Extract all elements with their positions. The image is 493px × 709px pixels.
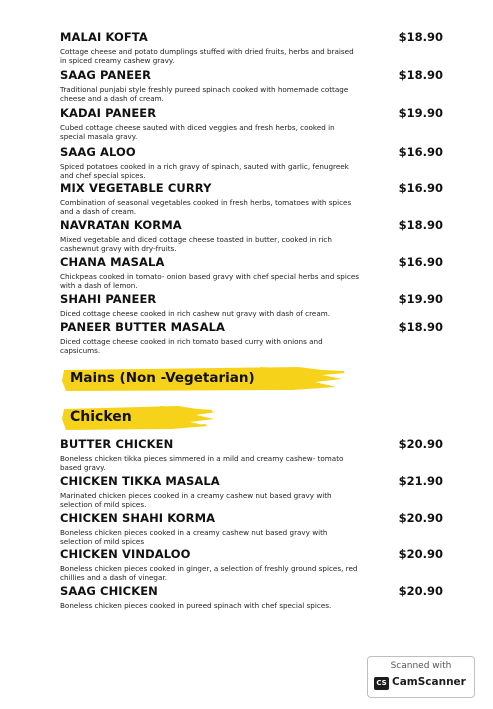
item-name: KADAI PANEER (60, 106, 157, 120)
item-description: Boneless chicken pieces cooked in pureed spinach with chef special spices. (60, 601, 332, 610)
subsection-title: Chicken (70, 409, 132, 425)
item-name: BUTTER CHICKEN (60, 437, 174, 451)
item-price: $18.90 (398, 68, 443, 82)
menu-item (60, 106, 443, 141)
menu-item (60, 68, 443, 103)
menu-item (60, 181, 443, 216)
menu-item (60, 474, 443, 509)
menu-item (60, 437, 443, 472)
item-name: SAAG CHICKEN (60, 584, 158, 598)
menu-item (60, 292, 443, 318)
item-description: Diced cottage cheese cooked in rich cashew nut gravy with dash of cream. (60, 309, 331, 318)
watermark-brand: CamScanner (392, 676, 466, 688)
item-description: Boneless chicken pieces cooked in a creamy cashew nut based gravy with selection of mild spices (60, 528, 328, 546)
item-name: CHICKEN SHAHI KORMA (60, 511, 216, 525)
menu-item (60, 511, 443, 546)
watermark-caption: Scanned with (390, 661, 452, 671)
item-price: $18.90 (398, 320, 443, 334)
menu-item (60, 218, 443, 253)
item-name: NAVRATAN KORMA (60, 218, 182, 232)
item-name: CHICKEN TIKKA MASALA (60, 474, 220, 488)
item-name: MALAI KOFTA (60, 30, 148, 44)
item-price: $20.90 (398, 547, 443, 561)
menu-item (60, 145, 443, 180)
item-name: SAAG ALOO (60, 145, 136, 159)
item-description: Cubed cottage cheese sauted with diced veggies and fresh herbs, cooked in special masala gravy. (60, 123, 335, 141)
item-name: MIX VEGETABLE CURRY (60, 181, 212, 195)
item-price: $20.90 (398, 511, 443, 525)
item-price: $18.90 (398, 218, 443, 232)
menu-item (60, 547, 443, 582)
menu-item (60, 320, 443, 355)
menu-item (60, 584, 443, 610)
item-description: Boneless chicken pieces cooked in ginger, a selection of freshly ground spices, red chillies and a dash of vinegar. (60, 564, 358, 582)
section-title: Mains (Non -Vegetarian) (70, 370, 255, 386)
item-description: Chickpeas cooked in tomato- onion based gravy with chef special herbs and spices with a dash of lemon. (60, 272, 359, 290)
item-price: $18.90 (398, 30, 443, 44)
item-description: Boneless chicken tikka pieces simmered in a mild and creamy cashew- tomato based gravy. (60, 454, 344, 472)
item-price: $16.90 (398, 255, 443, 269)
item-price: $21.90 (398, 474, 443, 488)
item-price: $19.90 (398, 106, 443, 120)
item-price: $16.90 (398, 181, 443, 195)
item-description: Spiced potatoes cooked in a rich gravy of spinach, sauted with garlic, fenugreek and chef special spices. (60, 162, 349, 180)
item-description: Mixed vegetable and diced cottage cheese toasted in butter, cooked in rich cashewnut gravy with dry-fruits. (60, 235, 332, 253)
subsection-banner (60, 404, 220, 432)
item-description: Combination of seasonal vegetables cooked in fresh herbs, tomatoes with spices and a dash of cream. (60, 198, 352, 216)
item-price: $20.90 (398, 437, 443, 451)
camscanner-logo-icon: CS (374, 677, 389, 690)
section-banner (60, 364, 350, 394)
item-price: $20.90 (398, 584, 443, 598)
menu-item (60, 255, 443, 290)
item-description: Traditional punjabi style freshly pureed spinach cooked with homemade cottage cheese and a dash of cream. (60, 85, 349, 103)
item-price: $19.90 (398, 292, 443, 306)
item-description: Marinated chicken pieces cooked in a creamy cashew nut based gravy with selection of mild spices. (60, 491, 332, 509)
item-description: Diced cottage cheese cooked in rich tomato based curry with onions and capsicums. (60, 337, 323, 355)
item-name: SAAG PANEER (60, 68, 152, 82)
item-description: Cottage cheese and potato dumplings stuffed with dried fruits, herbs and braised in spiced creamy cashew gravy. (60, 47, 354, 65)
item-name: PANEER BUTTER MASALA (60, 320, 225, 334)
item-name: SHAHI PANEER (60, 292, 157, 306)
item-name: CHANA MASALA (60, 255, 165, 269)
item-name: CHICKEN VINDALOO (60, 547, 191, 561)
menu-item (60, 30, 443, 65)
item-price: $16.90 (398, 145, 443, 159)
camscanner-watermark (367, 656, 475, 698)
